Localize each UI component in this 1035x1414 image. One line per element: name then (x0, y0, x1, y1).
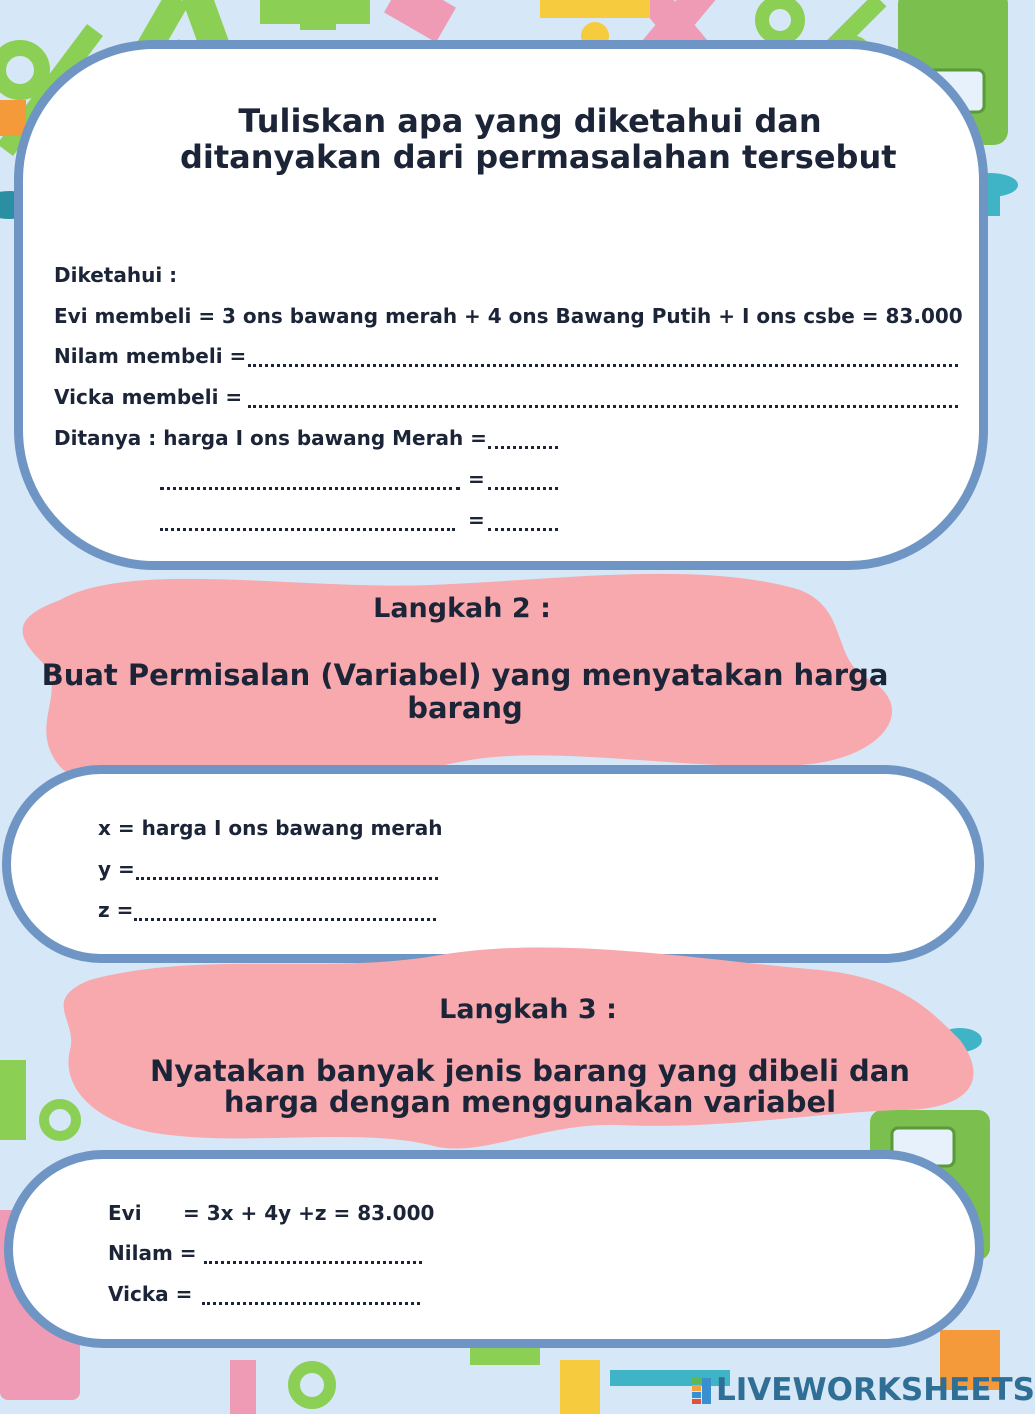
nilam-equation-input[interactable] (204, 1239, 422, 1264)
asked-onion-price-input[interactable] (488, 424, 558, 449)
step3-heading-blob (0, 930, 1000, 1170)
section1-title-line2: ditanyakan dari permasalahan tersebut (180, 138, 897, 176)
z-variable-input[interactable] (134, 896, 436, 921)
vicka-purchase-label: Vicka membeli = (54, 385, 243, 409)
step3-subtitle-line1: Nyatakan banyak jenis barang yang dibeli dan (150, 1054, 910, 1088)
plus-decoration-icon (260, 0, 370, 30)
step3-subtitle-line2: harga dengan menggunakan variabel (223, 1085, 837, 1119)
asked-item3-input[interactable] (160, 506, 455, 531)
vicka-purchase-input[interactable] (248, 383, 958, 408)
y-variable-label: y = (98, 857, 135, 881)
liveworksheets-brand[interactable]: LIVEWORKSHEETS (716, 1372, 1035, 1408)
nilam-equation-label: Nilam = (108, 1241, 197, 1265)
liveworksheets-logo-icon (692, 1378, 712, 1404)
asked-item3-price-input[interactable] (488, 506, 558, 531)
section1-title-line1: Tuliskan apa yang diketahui dan (238, 102, 822, 140)
evi-equation-label: Evi (108, 1201, 142, 1225)
known-label: Diketahui : (54, 263, 178, 287)
asked-item2-price-input[interactable] (488, 465, 558, 490)
equals-sign: = (468, 467, 485, 491)
evi-equation: = 3x + 4y +z = 83.000 (183, 1201, 435, 1225)
step3-heading: Langkah 3 : (439, 994, 617, 1025)
step2-heading: Langkah 2 : (373, 593, 551, 624)
x-variable-line: x = harga I ons bawang merah (98, 816, 443, 840)
vicka-equation-label: Vicka = (108, 1282, 193, 1306)
asked-label: Ditanya : harga I ons bawang Merah = (54, 426, 487, 450)
asked-item2-input[interactable] (160, 465, 460, 490)
step2-subtitle-line1: Buat Permisalan (Variabel) yang menyatakan harga (41, 658, 889, 692)
step2-subtitle-line2: barang (407, 691, 523, 725)
nilam-purchase-label: Nilam membeli = (54, 344, 247, 368)
vicka-equation-input[interactable] (202, 1280, 420, 1305)
y-variable-input[interactable] (136, 855, 438, 880)
equals-sign-2: = (468, 508, 485, 532)
nilam-purchase-input[interactable] (248, 342, 958, 367)
z-variable-label: z = (98, 898, 134, 922)
evi-purchase-line: Evi membeli = 3 ons bawang merah + 4 ons Bawang Putih + I ons csbe = 83.000 (54, 304, 963, 328)
